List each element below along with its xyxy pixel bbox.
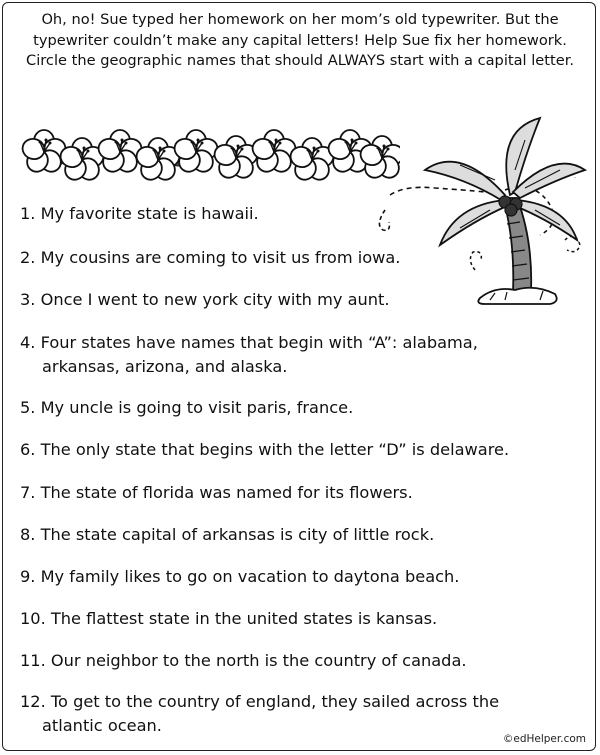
question-12: 12. To get to the country of england, they sailed across the atlantic ocean. [20,692,500,735]
question-9: 9. My family likes to go on vacation to daytona beach. [20,567,460,586]
question-3: 3. Once I went to new york city with my aunt. [20,290,390,309]
hibiscus-garland-icon [20,120,400,190]
copyright-footer: ©edHelper.com [502,733,586,745]
question-4: 4. Four states have names that begin with “A”: alabama, arkansas, arizona, and alaska. [20,333,478,376]
palm-tree-icon [355,110,590,310]
question-11: 11. Our neighbor to the north is the country of canada. [20,651,467,670]
question-7: 7. The state of florida was named for its flowers. [20,483,413,502]
question-2: 2. My cousins are coming to visit us from iowa. [20,248,401,267]
question-8: 8. The state capital of arkansas is city of little rock. [20,525,435,544]
question-6: 6. The only state that begins with the letter “D” is delaware. [20,440,510,459]
question-10: 10. The flattest state in the united states is kansas. [20,609,438,628]
instructions: Oh, no! Sue typed her homework on her mom’s old typewriter. But the typewriter couldn’t make any capital letters! Help Sue fix her homework. Circle the geographic names that should ALWAYS start with a capital letter. [26,11,574,69]
question-1: 1. My favorite state is hawaii. [20,204,259,223]
question-5: 5. My uncle is going to visit paris, france. [20,398,354,417]
